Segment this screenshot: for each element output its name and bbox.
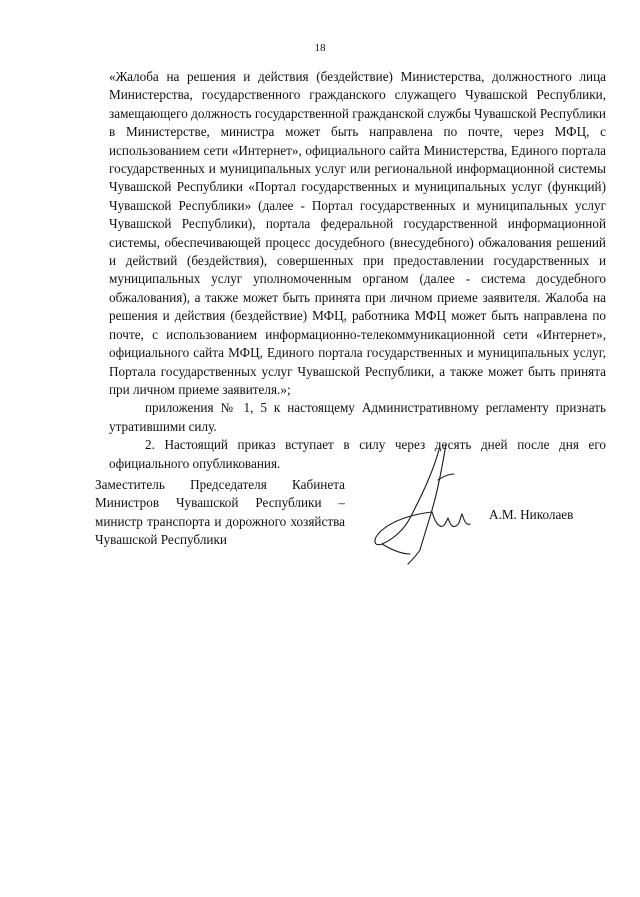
signatory-position [95, 476, 345, 550]
document-body [109, 68, 606, 473]
signatory-position-title: Заместитель Председателя Кабинета Министров Чувашской Республики – министр транспорта и дорожного хозяйства Чувашской Республики [95, 477, 345, 548]
signer-name: А.М. Николаев [489, 507, 574, 522]
paragraph-entry-into-force: 2. Настоящий приказ вступает в силу через десять дней после дня его официального опубликования. [109, 437, 606, 471]
page-number: 18 [314, 42, 326, 54]
paragraph-annexes-repealed: приложения № 1, 5 к настоящему Административному регламенту признать утратившими силу. [109, 400, 606, 434]
paragraph-complaint-procedure: «Жалоба на решения и действия (бездействие) Министерства, должностного лица Министерства, государственного гражданского служащего Чувашской Республики, замещающего должность государственной гражданской службы Чувашской Республики в Министерстве, министра может быть направлена по почте, через МФЦ, с использованием сети «Интернет», официального сайта Министерства, Единого портала государственных и муниципальных услуг или региональной информационной системы Чувашской Республики «Портал государственных и муниципальных услуг (функций) Чувашской Республики» (далее - Портал государственных и муниципальных услуг Чувашской Республики), портала федеральной государственной информационной системы, обеспечивающей процесс досудебного (внесудебного) обжалования решений и действий (бездействия), совершенных при предоставлении государственных и муниципальных услуг уполномоченным органом (далее - система досудебного обжалования), а также может быть принята при личном приеме заявителя. Жалоба на решения и действия (бездействие) МФЦ, работника МФЦ может быть направлена по почте, с использованием информационно-телекоммуникационной сети «Интернет», официального сайта МФЦ, Единого портала государственных и муниципальных услуг, Портала государственных услуг Чувашской Республики, а также может быть принята при личном приеме заявителя.»; [109, 69, 606, 397]
handwritten-signature [362, 440, 482, 570]
